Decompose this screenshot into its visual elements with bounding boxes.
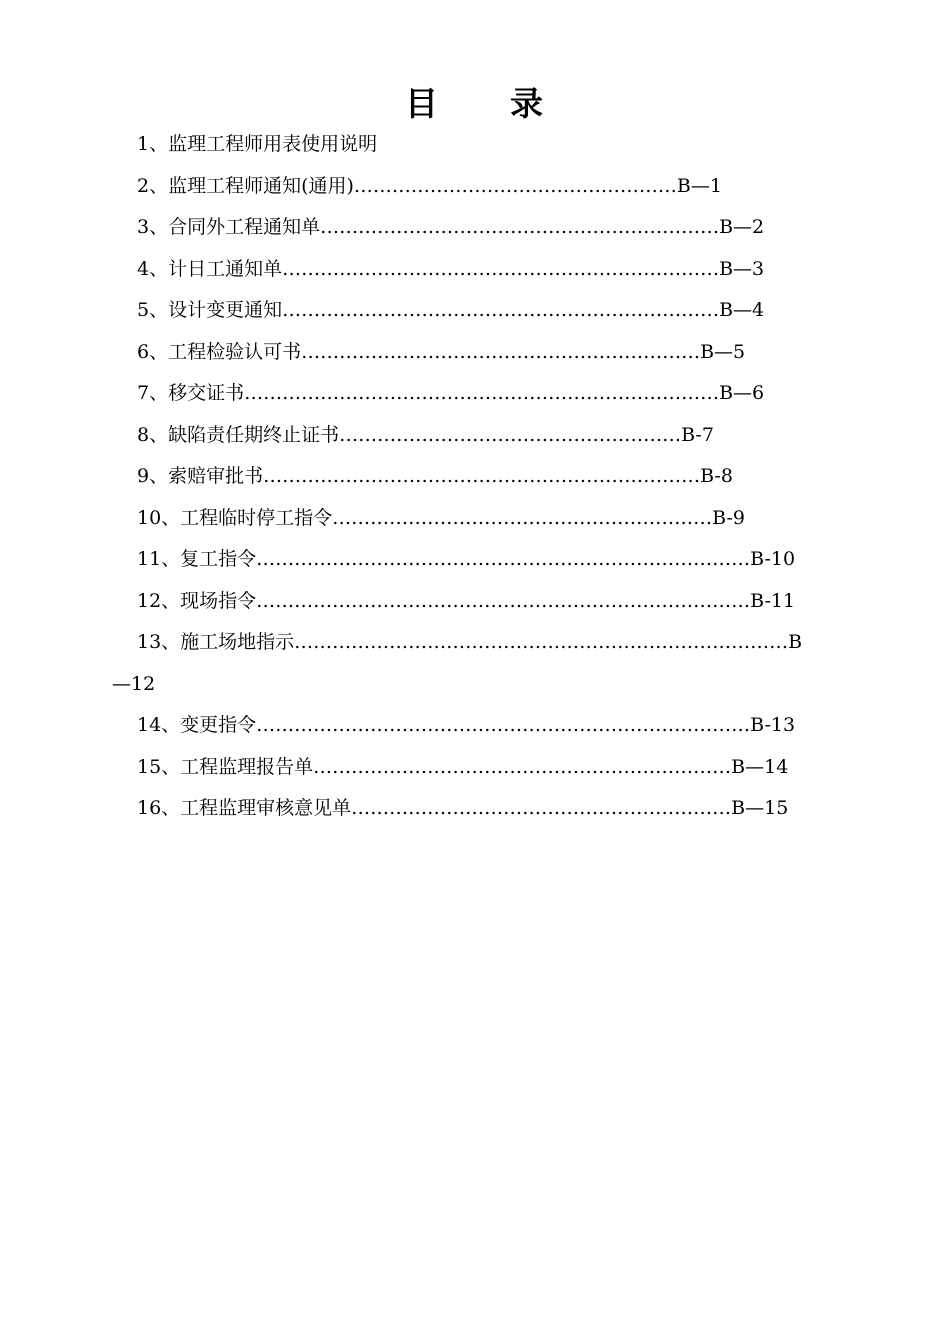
toc-entry-text: 1、监理工程师用表使用说明: [137, 133, 378, 155]
toc-entry-text: 13、施工场地指示……………………………………………………………………B: [137, 631, 803, 653]
toc-entry: [0, 249, 950, 291]
toc-entry: [0, 207, 950, 249]
toc-entry-text: 14、变更指令……………………………………………………………………B-13: [137, 714, 796, 736]
toc-entry-text: 2、监理工程师通知(通用)……………………………………………B—1: [137, 174, 722, 197]
toc-entry: [0, 705, 950, 747]
toc-entry-text: 4、计日工通知单……………………………………………………………B—3: [137, 257, 765, 280]
page-title: 目 录: [405, 84, 545, 123]
toc-entry: [0, 373, 950, 415]
toc-entry-text: 7、移交证书…………………………………………………………………B—6: [137, 382, 765, 404]
toc-entry-text: 10、工程临时停工指令……………………………………………………B-9: [137, 506, 746, 529]
toc-entry: [0, 456, 950, 498]
toc-entry: [0, 539, 950, 581]
toc-entry: [0, 415, 950, 457]
toc-entry-text: —12: [112, 672, 156, 695]
toc-entry-text: 15、工程监理报告单…………………………………………………………B—14: [137, 755, 789, 778]
toc-entry: [0, 622, 950, 664]
toc-entry-text: 3、合同外工程通知单………………………………………………………B—2: [137, 216, 765, 238]
toc-entry-text: 8、缺陷责任期终止证书………………………………………………B-7: [137, 423, 714, 446]
toc-entry-text: 9、索赔审批书……………………………………………………………B-8: [137, 465, 733, 487]
toc-entry-text: 11、复工指令……………………………………………………………………B-10: [137, 548, 796, 570]
toc-entry: [0, 498, 950, 540]
toc-entry-text: 16、工程监理审核意见单……………………………………………………B—15: [137, 797, 789, 819]
toc-entry: [0, 332, 950, 374]
toc-entry: [0, 747, 950, 789]
toc-entry-continuation: [0, 664, 950, 706]
toc-entry-text: 12、现场指令……………………………………………………………………B-11: [137, 589, 796, 612]
toc-entry: [0, 581, 950, 623]
toc-entry: [0, 290, 950, 332]
toc-entry: [0, 166, 950, 208]
toc-entry: [0, 124, 950, 166]
toc-entry: [0, 788, 950, 830]
toc-entry-text: 6、工程检验认可书………………………………………………………B—5: [137, 340, 746, 363]
table-of-contents: [0, 124, 950, 830]
toc-entry-text: 5、设计变更通知……………………………………………………………B—4: [137, 299, 765, 321]
